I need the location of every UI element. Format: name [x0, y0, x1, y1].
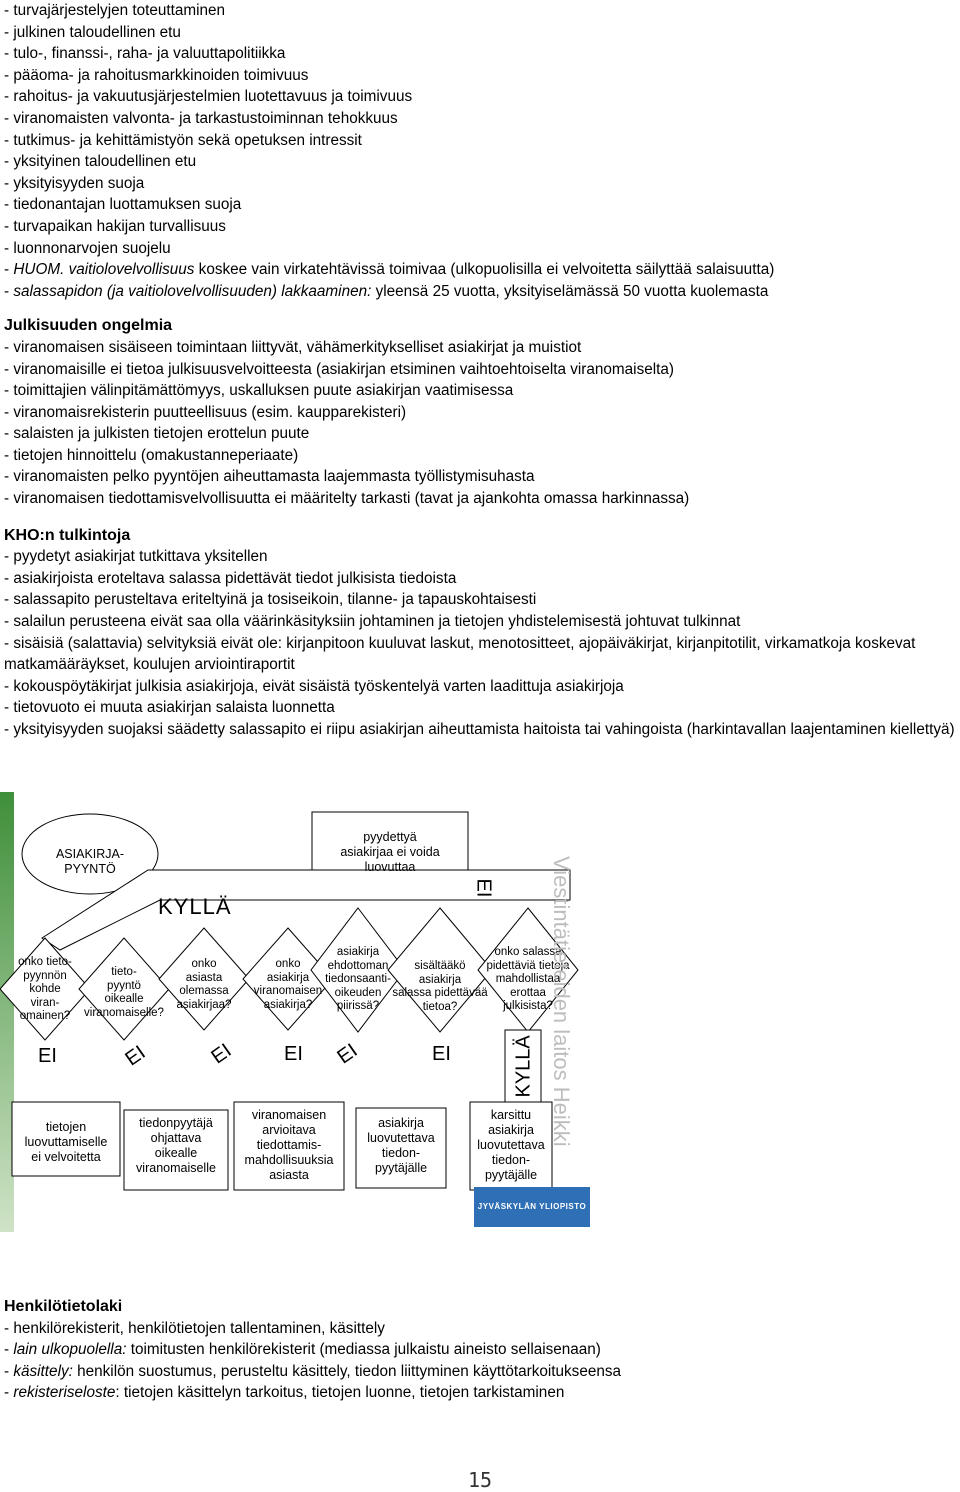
salassapito-item: - salassapidon (ja vaitiolovelvollisuuden) lakkaaminen: yleensä 25 vuotta, yksityiselämässä 50 vuotta kuolemasta	[4, 282, 769, 300]
diamond-3-label: onko asiasta olemassa asiakirjaa?	[176, 958, 232, 1011]
section-heading-kho: KHO:n tulkintoja	[4, 526, 131, 544]
ei-label-4: EI	[284, 1043, 303, 1065]
diamond-5-label: asiakirja ehdottoman tiedonsaanti- oikeuden piirissä?	[325, 946, 391, 1012]
outcome-3-label: viranomaisen arvioitava tiedottamis- mahdollisuuksia asiasta	[244, 1108, 334, 1182]
list-item: - yksityisyyden suojaksi säädetty salassapito ei riipu asiakirjan aiheuttamista haitoista tai vahingoista (harkintavallan laajentaminen kiellettyä)	[4, 721, 955, 738]
list-item: - viranomaisten valvonta- ja tarkastustoiminnan tehokkuus	[4, 109, 398, 127]
list-item: - kokouspöytäkirjat julkisia asiakirjoja, eivät sisäistä työskentelyä varten laadittuja asiakirjoja	[4, 677, 624, 695]
list-item: - sisäisiä (salattavia) selvityksiä eivät ole: kirjanpitoon kuuluvat laskut, menotositteet, ajopäiväkirjat, kirjanpitotilit, virkamatkoja koskevat matkamääräykset, koulujen arviointiraportit	[4, 634, 916, 674]
list-item: - salailun perusteena eivät saa olla väärinkäsityksiin johtaminen ja tietojen yhdistelemisestä johtuvat tulkinnat	[4, 613, 741, 631]
start-label: ASIAKIRJA- PYYNTÖ	[55, 847, 125, 876]
list-item: - viranomaisille ei tietoa julkisuusvelvoitteesta (asiakirjan etsiminen vaihtoehtoiselta viranomaiselta)	[4, 360, 674, 378]
ei-label-5: EI	[333, 1039, 362, 1069]
page-number: 15	[467, 1468, 493, 1492]
list-item: - käsittely: henkilön suostumus, perusteltu käsittely, tiedon liittyminen käyttötarkoitukseensa	[4, 1362, 622, 1380]
ei-label-1: EI	[38, 1045, 57, 1067]
list-item: - yksityinen taloudellinen etu	[4, 153, 197, 171]
list-item: - viranomaisten pelko pyyntöjen aiheuttamasta laajemmasta työllistymisuhasta	[4, 468, 535, 486]
list-item: - asiakirjoista eroteltava salassa pidettävät tiedot julkisista tiedoista	[4, 569, 457, 587]
list-item: - viranomaisrekisterin puutteellisuus (esim. kaupparekisteri)	[4, 403, 407, 421]
outcome-1-label: tietojen luovuttamiselle ei velvoitetta	[24, 1120, 108, 1164]
list-item: - luonnonarvojen suojelu	[4, 239, 171, 257]
list-item: - julkinen taloudellinen etu	[4, 23, 181, 41]
university-logo: JYVÄSKYLÄN YLIOPISTO	[474, 1187, 590, 1227]
list-item: - viranomaisen tiedottamisvelvollisuutta ei määritelty tarkasti (tavat ja ajankohta omassa harkinnassa)	[4, 490, 690, 508]
diamond-2-label: tieto- pyyntö oikealle viranomaiselle?	[84, 966, 164, 1019]
list-item: - tietovuoto ei muuta asiakirjan salaista luonnetta	[4, 699, 335, 717]
diamond-4-label: onko asiakirja viranomaisen asiakirja?	[253, 958, 323, 1011]
section-heading-julkisuus: Julkisuuden ongelmia	[4, 317, 173, 335]
list-item: - rahoitus- ja vakuutusjärjestelmien luotettavuus ja toimivuus	[4, 88, 413, 106]
ei-label-2: EI	[121, 1041, 150, 1071]
ei-label-6: EI	[432, 1043, 451, 1065]
outcome-2-label: tiedonpyytäjä ohjattava oikealle viranomaiselle	[136, 1116, 216, 1175]
outcome-5-label: karsittu asiakirja luovutettava tiedon- pyytäjälle	[477, 1108, 545, 1182]
list-item: - tulo-, finanssi-, raha- ja valuuttapolitiikka	[4, 45, 286, 63]
list-item: - viranomaisen sisäiseen toimintaan liittyvät, vähämerkitykselliset asiakirjat ja muistiot	[4, 338, 582, 356]
list-item: - salassapito perusteltava eriteltyinä ja tosiseikoin, tilanne- ja tapauskohtaisesti	[4, 591, 537, 609]
list-item: - turvajärjestelyjen toteuttaminen	[4, 2, 226, 19]
outcome-4-label: asiakirja luovutettava tiedon- pyytäjälle	[367, 1116, 435, 1175]
huom-item: - HUOM. vaitiolovelvollisuus koskee vain virkatehtävissä toimivaa (ulkopuolisilla ei velvoitetta säilyttää salaisuutta)	[4, 261, 775, 279]
ei-label-top: EI	[472, 878, 495, 898]
list-item: - lain ulkopuolella: toimitusten henkilörekisterit (mediassa julkaistu aineisto sellaisenaan)	[4, 1341, 601, 1359]
diamond-7-label: onko salassa pidettäviä tietoja mahdollistaa erottaa julkisista?	[486, 946, 570, 1012]
list-item: - tutkimus- ja kehittämistyön sekä opetuksen intressit	[4, 131, 362, 149]
section-heading-henkilotietolaki: Henkilötietolaki	[4, 1298, 123, 1315]
kylla-side-label: KYLLÄ	[512, 1035, 535, 1098]
text-block-top	[4, 0, 960, 741]
diamond-6-label: sisältääkö asiakirja salassa pidettävää tietoa?	[392, 960, 488, 1013]
list-item: - tiedonantajan luottamuksen suoja	[4, 196, 242, 214]
list-item: - turvapaikan hakijan turvallisuus	[4, 217, 226, 235]
list-item: - pyydetyt asiakirjat tutkittava yksitellen	[4, 548, 268, 566]
list-item: - pääoma- ja rahoitusmarkkinoiden toimivuus	[4, 66, 309, 84]
list-item: - rekisteriseloste: tietojen käsittelyn tarkoitus, tietojen luonne, tietojen tarkistaminen	[4, 1384, 565, 1402]
flowchart-diagram	[0, 790, 960, 1235]
text-block-bottom	[4, 1296, 960, 1404]
kylla-label: KYLLÄ	[158, 894, 232, 919]
list-item: - henkilörekisterit, henkilötietojen tallentaminen, käsittely	[4, 1319, 385, 1337]
list-item: - tietojen hinnoittelu (omakustanneperiaate)	[4, 446, 299, 464]
watermark-text: Viestintätieteiden laitos Heikki	[549, 856, 574, 1147]
ei-label-3: EI	[207, 1039, 236, 1069]
list-item: - yksityisyyden suoja	[4, 174, 145, 192]
list-item: - toimittajien välinpitämättömyys, uskalluksen puute asiakirjan vaatimisessa	[4, 382, 514, 400]
top-box-label: pyydettyä asiakirjaa ei voida luovuttaa	[340, 830, 440, 874]
list-item: - salaisten ja julkisten tietojen erottelun puute	[4, 425, 310, 443]
diamond-1-label: onko tieto- pyynnön kohde viran- omainen?	[18, 956, 72, 1022]
